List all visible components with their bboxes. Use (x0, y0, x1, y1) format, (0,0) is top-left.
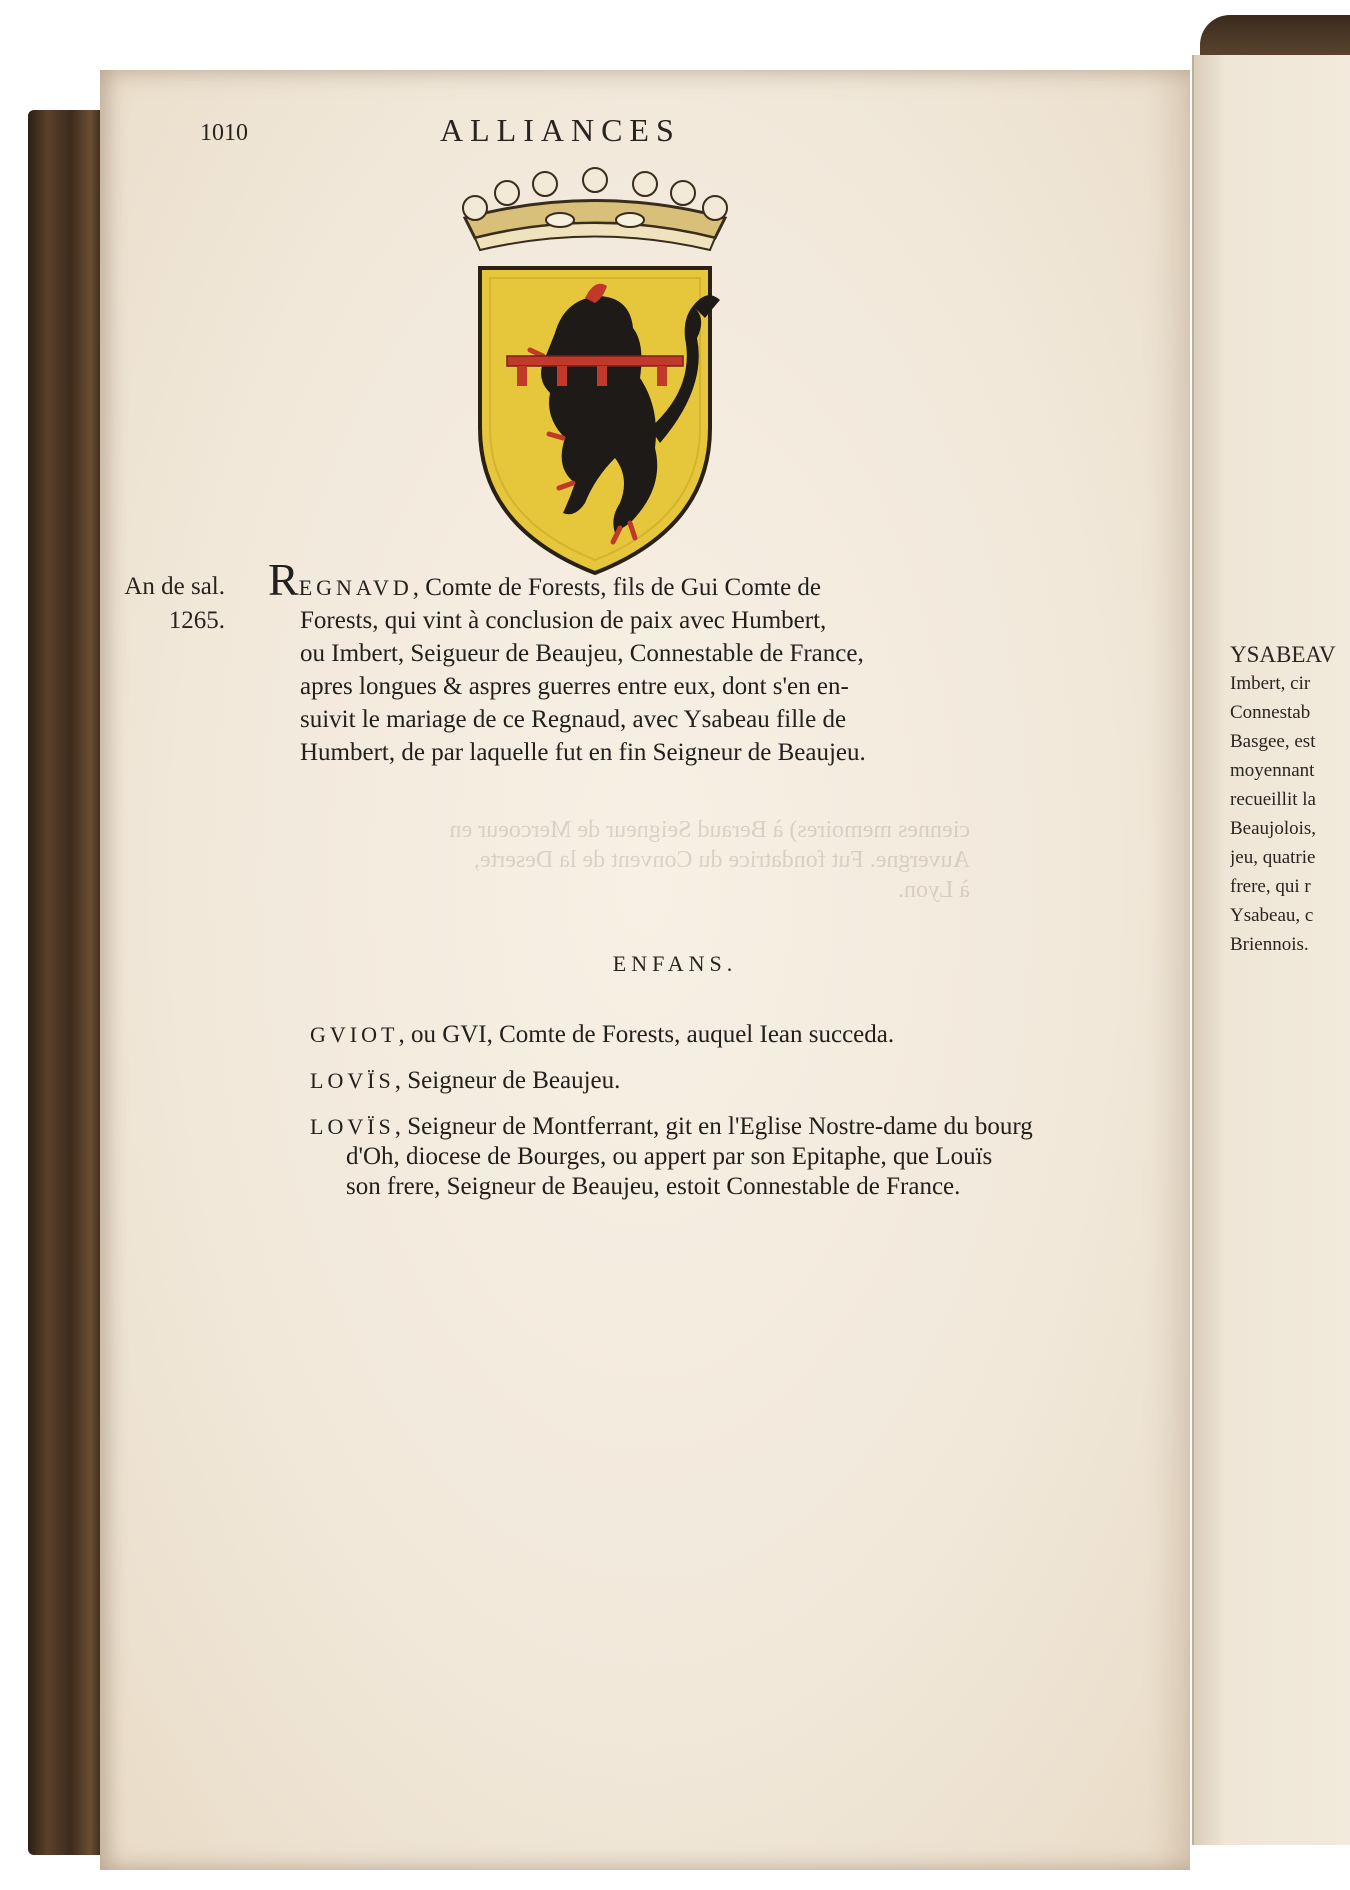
margin-note (115, 570, 225, 638)
right-line-9: frere, qui r (1230, 876, 1311, 897)
right-line-7: Beaujolois, (1230, 818, 1317, 839)
paragraph-line-text: , Comte de Forests, fils de Gui Comte de (412, 574, 822, 601)
ghost-line-2: Auvergne. Fut fondatrice du Convent de la Deserte, (473, 847, 970, 873)
show-through-text (310, 815, 970, 905)
margin-note-label: An de sal. (124, 573, 225, 600)
paragraph-line-4: apres longues & aspres guerres entre eux, dont s'en en- (300, 673, 849, 700)
children-list (310, 1020, 1090, 1218)
right-line-1: YSABEAV (1230, 642, 1336, 667)
margin-note-year: 1265. (168, 607, 225, 634)
coronet-icon (463, 168, 727, 250)
page-number: 1010 (200, 120, 248, 146)
running-title: ALLIANCES (440, 112, 681, 148)
child-continuation-2: son frere, Seigneur de Beaujeu, estoit Connestable de France. (346, 1173, 961, 1200)
ghost-line-1: ciennes memoires) à Beraud Seigneur de Mercoeur en (449, 817, 970, 843)
book-spine (28, 110, 106, 1855)
drop-cap: R (268, 554, 299, 605)
paragraph-line-6: Humbert, de par laquelle fut en fin Seigneur de Beaujeu. (300, 739, 866, 766)
right-cover-edge (1200, 15, 1350, 60)
child-text: , ou GVI, Comte de Forests, auquel Iean succeda. (398, 1021, 895, 1048)
child-entry-3 (310, 1112, 1090, 1202)
child-name: GVIOT (310, 1022, 399, 1047)
paragraph-line-1 (268, 554, 1008, 605)
child-entry-1 (310, 1020, 1090, 1050)
right-line-5: moyennant (1230, 760, 1315, 781)
right-line-4: Basgee, est (1230, 731, 1316, 752)
person-name: EGNAVD (298, 575, 413, 600)
child-text: , Seigneur de Montferrant, git en l'Eglise Nostre-dame du bourg (394, 1113, 1033, 1140)
ghost-line-3: à Lyon. (898, 877, 970, 903)
right-line-8: jeu, quatrie (1230, 847, 1316, 868)
right-line-2: Imbert, cir (1230, 673, 1311, 694)
child-name: LOVÏS (310, 1068, 395, 1093)
right-line-3: Connestab (1230, 702, 1311, 723)
right-page-text (1230, 640, 1350, 959)
enfans-heading: ENFANS. (612, 951, 738, 976)
paragraph-line-3: ou Imbert, Seigueur de Beaujeu, Connestable de France, (300, 640, 864, 667)
main-paragraph (268, 554, 1008, 769)
child-text: , Seigneur de Beaujeu. (394, 1067, 621, 1094)
child-name: LOVÏS (310, 1114, 395, 1139)
paragraph-line-5: suivit le mariage de ce Regnaud, avec Ysabeau fille de (300, 706, 847, 733)
right-line-11: Briennois. (1230, 934, 1309, 955)
right-line-10: Ysabeau, c (1230, 905, 1314, 926)
child-entry-2 (310, 1066, 1090, 1096)
paragraph-line-2: Forests, qui vint à conclusion de paix avec Humbert, (300, 607, 827, 634)
child-continuation-1: d'Oh, diocese de Bourges, ou appert par son Epitaphe, que Louïs (346, 1143, 993, 1170)
right-line-6: recueillit la (1230, 789, 1316, 810)
coat-of-arms-illustration (445, 128, 745, 588)
